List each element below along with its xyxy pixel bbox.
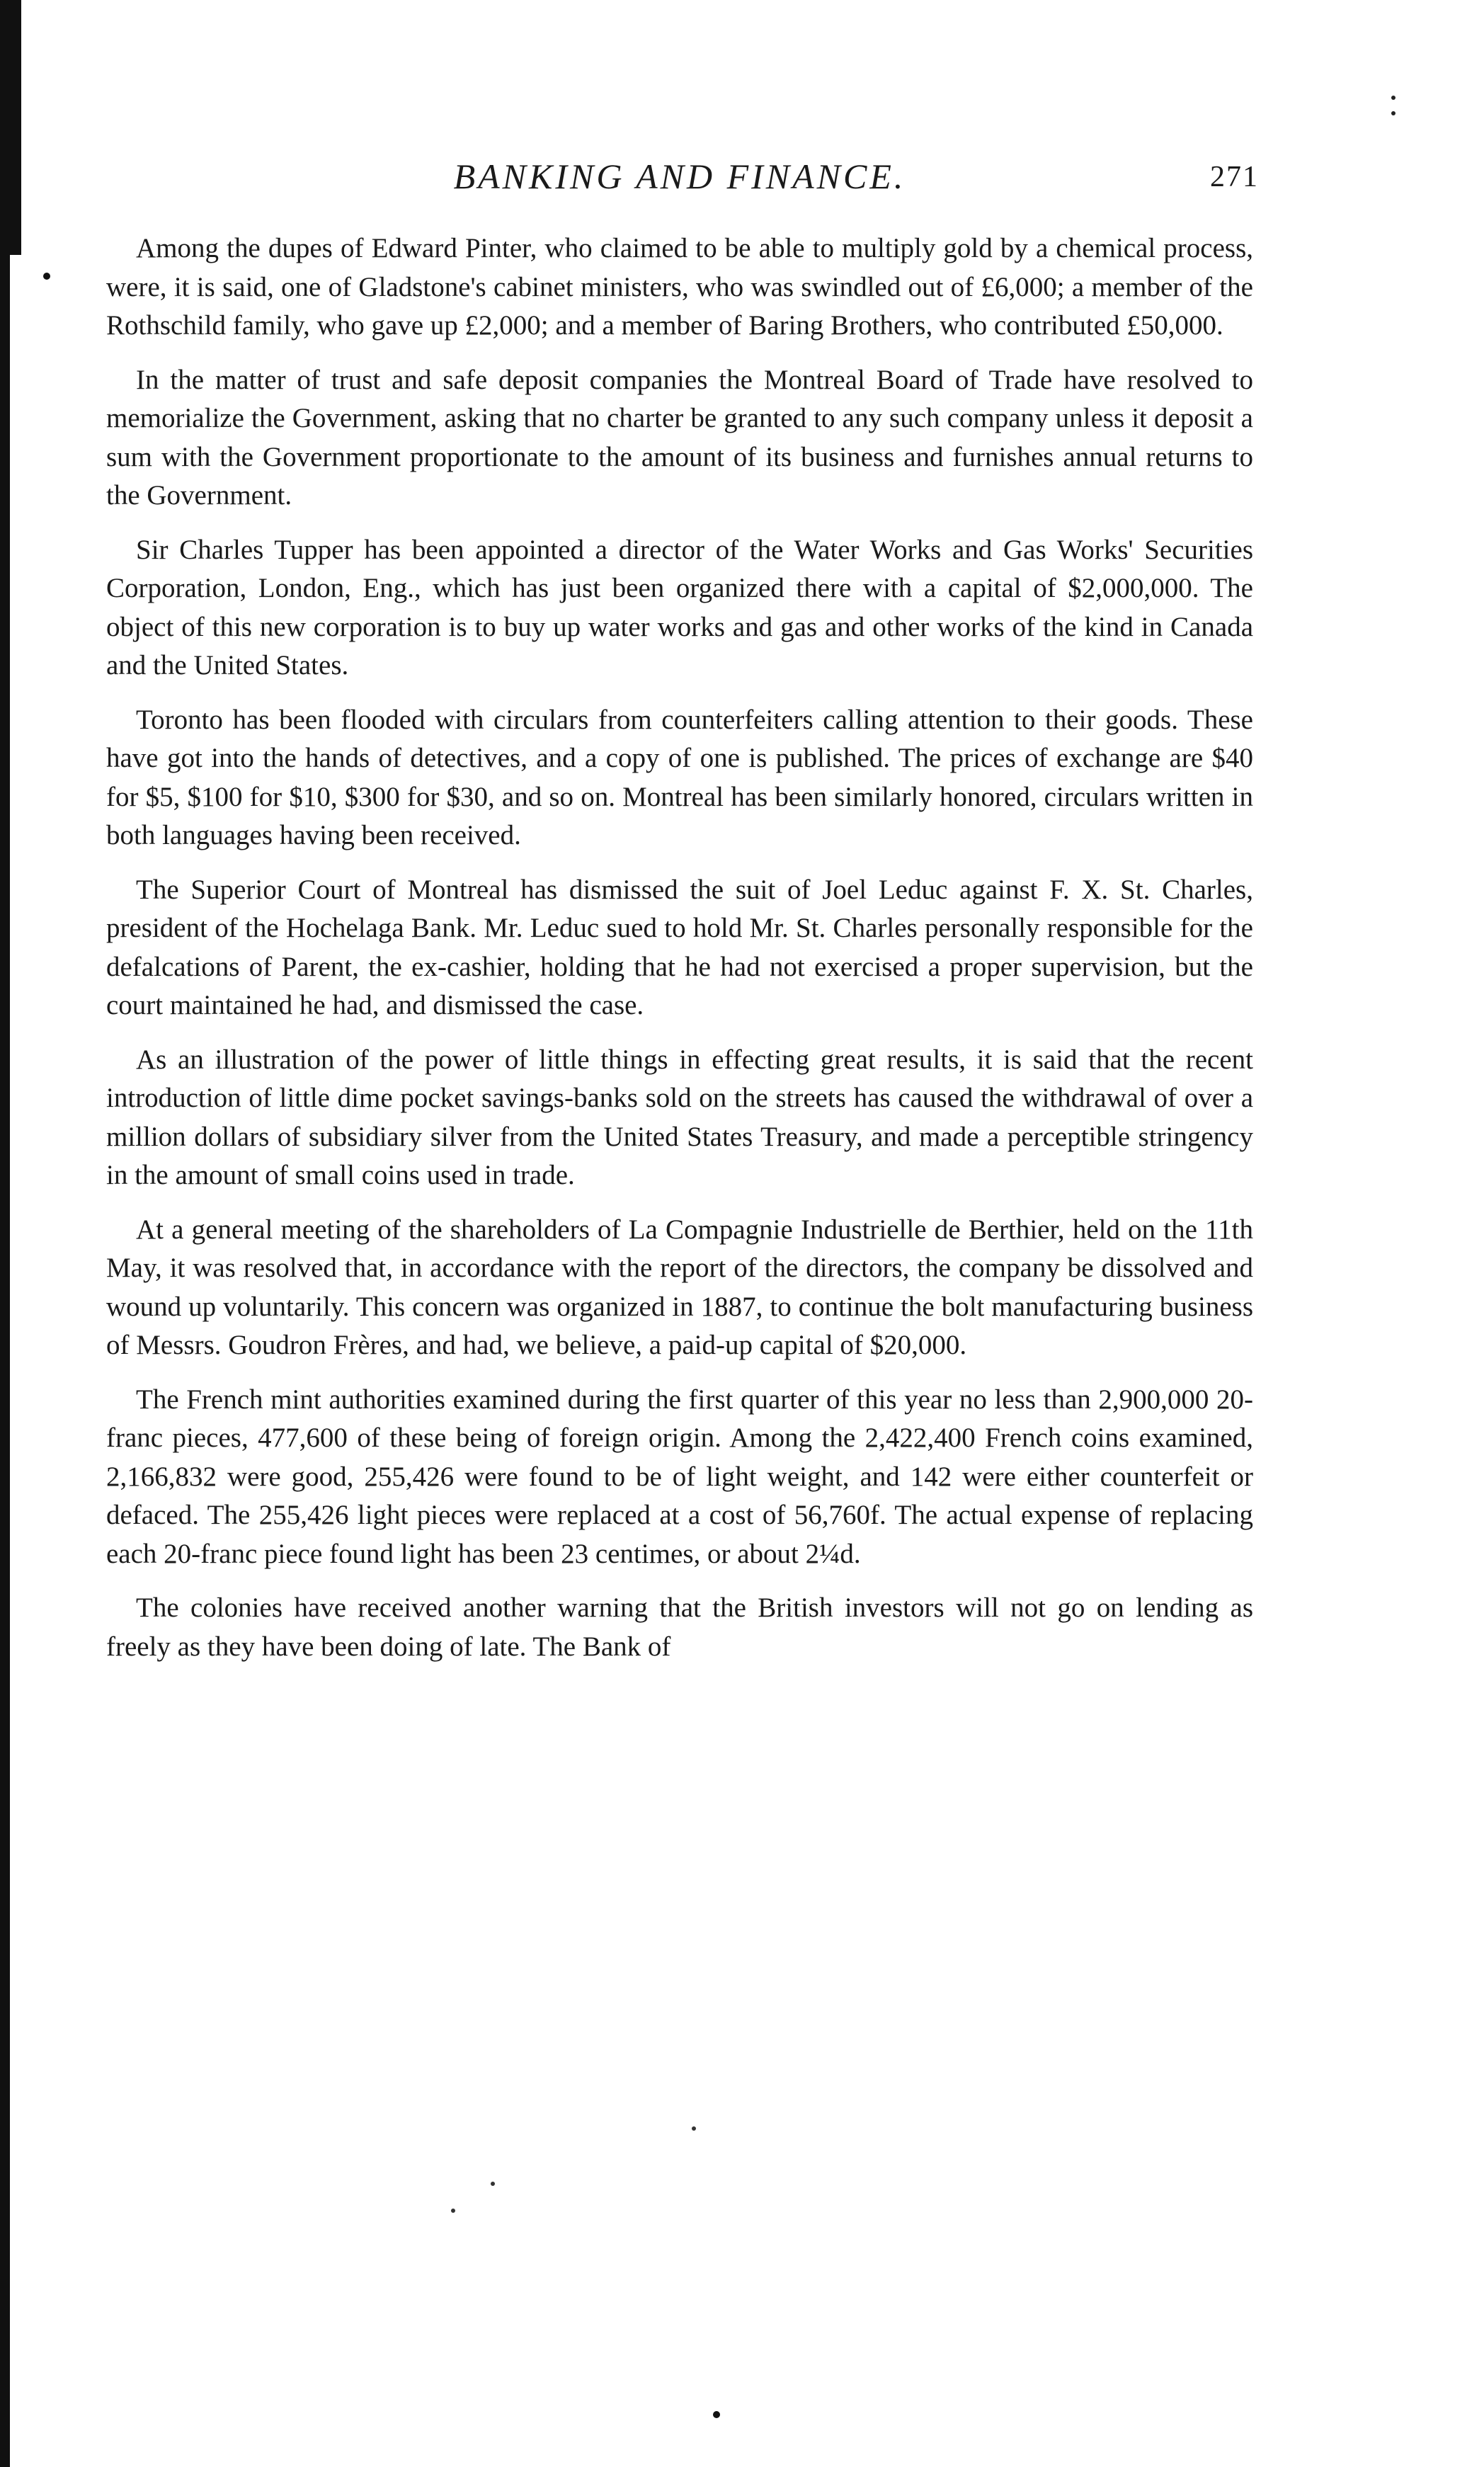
speck-dot — [1391, 111, 1395, 115]
speck-dot — [692, 2126, 696, 2131]
paragraph-superior-court: The Superior Court of Montreal has dismissed the suit of Joel Leduc against F. X. St. Charles, president of the Hochelaga Bank. Mr. Leduc sued to hold Mr. St. Charles personally responsible for the defalcations of Parent, the ex-cashier, holding that he had not exercised a proper supervision, but the court maintained he had, and dismissed the case. — [106, 874, 1253, 1020]
paragraph-french-mint: The French mint authorities examined during the first quarter of this year no less than 2,900,000 20-franc pieces, 477,600 of these being of foreign origin. Among the 2,422,400 French coins examined, 2,166,832 were good, 255,426 were found to be of light weight, and 142 were either counterfeit or defaced. The 255,426 light pieces were replaced at a cost of 56,760f. The actual expense of replacing each 20-franc piece found light has been 23 centimes, or about 2¼d. — [106, 1384, 1253, 1569]
speck-dot — [43, 273, 50, 280]
paragraph-berthier: At a general meeting of the shareholders of La Compagnie Industrielle de Berthier, held on the 11th May, it was resolved that, in accordance with the report of the directors, the company be dissolved and wound up voluntarily. This concern was organized in 1887, to continue the bolt manufacturing business of Messrs. Goudron Frères, and had, we believe, a paid-up capital of $20,000. — [106, 1214, 1253, 1360]
speck-dot — [713, 2411, 720, 2418]
speck-dot — [1391, 96, 1395, 100]
scan-border-corner — [0, 0, 21, 255]
paragraph-tupper: Sir Charles Tupper has been appointed a director of the Water Works and Gas Works' Securities Corporation, London, Eng., which has just been organized there with a capital of $2,000,000. The object of this new corporation is to buy up water works and gas and other works of the kind in Canada and the United States. — [106, 534, 1253, 680]
speck-dot — [491, 2182, 495, 2186]
paragraph-counterfeiters: Toronto has been flooded with circulars from counterfeiters calling attention to their goods. These have got into the hands of detectives, and a copy of one is published. The prices of exchange are $40 for $5, $100 for $10, $300 for $30, and so on. Montreal has been similarly honored, circulars written in both languages having been received. — [106, 704, 1253, 850]
paragraph-trust-companies: In the matter of trust and safe deposit companies the Montreal Board of Trade have resolved to memorialize the Government, asking that no charter be granted to any such company unless it deposit a sum with the Government proportionate to the amount of its business and furnishes annual returns to the Government. — [106, 364, 1253, 511]
article-body — [106, 229, 1253, 1666]
running-title: BANKING AND FINANCE. — [453, 156, 906, 196]
page-number: 271 — [1210, 161, 1259, 193]
paragraph-pinter: Among the dupes of Edward Pinter, who claimed to be able to multiply gold by a chemical process, were, it is said, one of Gladstone's cabinet ministers, who was swindled out of £6,000; a member of the Rothschild family, who gave up £2,000; and a member of Baring Brothers, who contributed £50,000. — [106, 233, 1253, 341]
speck-dot — [451, 2209, 455, 2213]
running-head — [106, 156, 1259, 205]
book-page — [106, 156, 1259, 1682]
scan-border-left — [0, 0, 10, 2467]
paragraph-colonies: The colonies have received another warning that the British investors will not go on lending as freely as they have been doing of late. The Bank of — [106, 1593, 1253, 1662]
paragraph-savings-banks: As an illustration of the power of little things in effecting great results, it is said that the recent introduction of little dime pocket savings-banks sold on the streets has caused the withdrawal of over a million dollars of subsidiary silver from the United States Treasury, and made a perceptible stringency in the amount of small coins used in trade. — [106, 1044, 1253, 1190]
